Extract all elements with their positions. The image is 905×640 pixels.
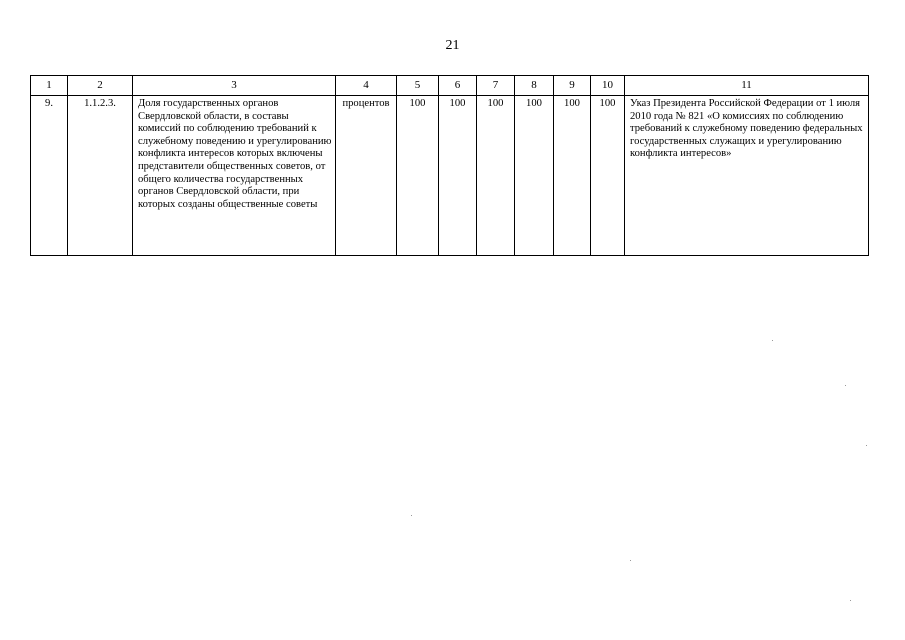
header-cell: 11 (625, 76, 869, 96)
header-cell: 9 (554, 76, 591, 96)
indicator-name: Доля государственных органов Свердловской области, в составы комиссий по соблюдению требований к служебному поведению и урегулированию конфликта интересов которых включены представители общественных советов, от общего количества государственных органов Свердловской области, при которых созданы общественные советы (133, 96, 336, 256)
header-cell: 8 (515, 76, 554, 96)
scan-speck (845, 385, 846, 386)
indicators-table (30, 75, 869, 256)
scan-speck (630, 560, 631, 561)
row-number: 9. (31, 96, 68, 256)
header-cell: 4 (336, 76, 397, 96)
header-cell: 2 (68, 76, 133, 96)
header-cell: 7 (477, 76, 515, 96)
value-cell: 100 (591, 96, 625, 256)
value-cell: 100 (515, 96, 554, 256)
value-cell: 100 (439, 96, 477, 256)
header-cell: 10 (591, 76, 625, 96)
page-number: 21 (445, 38, 460, 53)
scan-speck (411, 515, 412, 516)
header-cell: 5 (397, 76, 439, 96)
scan-speck (772, 340, 773, 341)
scan-speck (850, 600, 851, 601)
value-cell: 100 (477, 96, 515, 256)
value-cell: 100 (554, 96, 591, 256)
unit-cell: процентов (336, 96, 397, 256)
table-row (31, 96, 869, 256)
header-cell: 6 (439, 76, 477, 96)
value-cell: 100 (397, 96, 439, 256)
source-document: Указ Президента Российской Федерации от 1 июля 2010 года № 821 «О комиссиях по соблюдению требований к служебному поведению федеральных государственных служащих и урегулированию конфликта интересов» (625, 96, 869, 256)
row-code: 1.1.2.3. (68, 96, 133, 256)
header-row (31, 76, 869, 96)
header-cell: 1 (31, 76, 68, 96)
scan-speck (866, 445, 867, 446)
header-cell: 3 (133, 76, 336, 96)
